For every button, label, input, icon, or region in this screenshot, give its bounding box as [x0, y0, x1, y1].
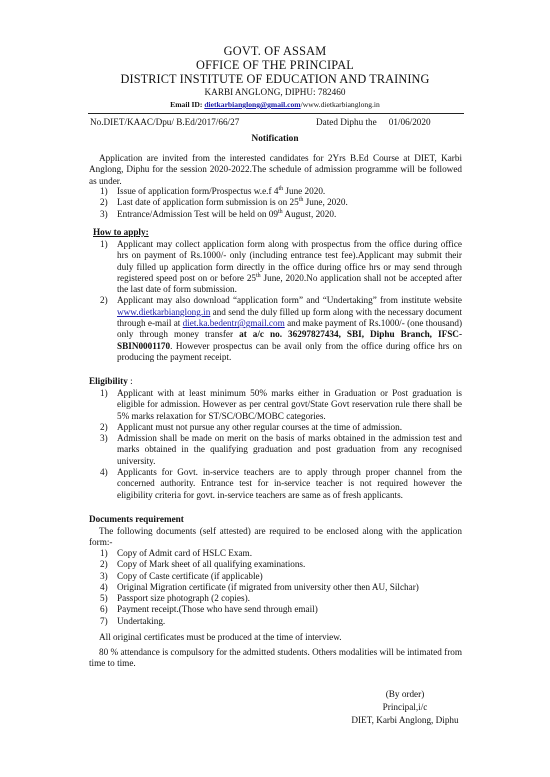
dated-label: Dated Diphu the	[316, 117, 377, 127]
list-item: 1) Applicant may collect application form along with prospectus from the office during office hrs on payment of Rs.1000/- only (including entrance test fee).Applicant may submit their duly filled up application form directly in the office during office hrs or may send through registered speed post on or before 25th June, 2020.No application shall not be accepted after the last date of form submission.	[100, 239, 463, 295]
eligibility-heading: Eligibility :	[89, 376, 133, 386]
header-institute: DISTRICT INSTITUTE OF EDUCATION AND TRAINING	[120, 72, 430, 86]
reference-date	[316, 117, 431, 127]
documents-note: All original certificates must be produced at the time of interview.	[99, 632, 342, 642]
signature-office: DIET, Karbi Anglong, Diphu	[351, 715, 459, 725]
list-item: 1) Issue of application form/Prospectus w.e.f 4th June 2020.	[100, 185, 326, 196]
signature-by-order: (By order)	[385, 689, 425, 699]
list-item: 2) Copy of Mark sheet of all qualifying examinations.	[100, 559, 306, 570]
how-to-apply-heading: How to apply:	[93, 227, 149, 237]
header-govt: GOVT. OF ASSAM	[223, 44, 327, 58]
email-link[interactable]: dietkarbianglong@gmail.com	[204, 100, 301, 109]
list-item: 3) Copy of Caste certificate (if applicable)	[100, 570, 263, 581]
signature-designation: Principal,i/c	[382, 702, 428, 712]
list-item: 4) Applicants for Govt. in-service teachers are to apply through proper channel from the concerned authority. Entrance test for in-service teacher is not required however the eligibility criteria for govt. in-service teachers are same as of fresh applicants.	[100, 467, 462, 500]
list-item: 2) Last date of application form submission is on 25th June, 2020.	[100, 197, 348, 208]
list-item: 6) Payment receipt.(Those who have send through email)	[100, 604, 318, 615]
date-value: 01/06/2020	[388, 117, 431, 127]
website-link[interactable]: www.dietkarbianglong.in	[117, 306, 211, 317]
header-contact	[0, 101, 550, 109]
documents-heading: Documents requirement	[89, 514, 184, 524]
bank-details: at a/c no. 36297827434, SBI, Diphu Branch, IFSC- SBIN0001170	[117, 329, 463, 351]
header-divider	[88, 113, 464, 114]
list-item: 1) Applicant with at least minimum 50% marks either in Graduation or Post graduation is eligible for admission. However as per central govt/State Govt reservation rule there shall be 5% marks relaxation for ST/SC/OBC/MOBC categories.	[100, 388, 462, 421]
email-label: Email ID:	[170, 100, 205, 109]
notification-title: Notification	[251, 134, 299, 144]
list-item: 3) Admission shall be made on merit on the basis of marks obtained in the admission test and marks obtained in the qualifying graduation and post graduation from any recognised university.	[100, 433, 462, 466]
reference-number: No.DIET/KAAC/Dpu/ B.Ed/2017/66/27	[90, 117, 240, 127]
list-item: 5) Passport size photograph (2 copies).	[100, 593, 250, 604]
header-office: OFFICE OF THE PRINCIPAL	[195, 58, 354, 72]
how-to-apply-list	[100, 239, 462, 363]
list-item: 7) Undertaking.	[100, 615, 166, 626]
website-text: /www.dietkarbianglong.in	[300, 100, 380, 109]
list-item: 2) Applicant must not pursue any other regular courses at the time of admission.	[100, 421, 403, 432]
intro-paragraph: Application are invited from the interested candidates for 2Yrs B.Ed Course at DIET, Karbi Anglong, Diphu for the session 2020-2022.The schedule of admission programme will be followed as under.	[89, 153, 462, 186]
list-item: 2) Applicant may also download “application form” and “Undertaking” from institute website www.dietkarbianglong.in and send the duly filled up form along with the necessary document through e-mail at diet.ka.bedentr@gmail.com and make payment of Rs.1000/- (one thousand) only through money transfer at a/c no. 36297827434, SBI, Diphu Branch, IFSC- SBIN0001170. However prospectus can be avail only from the office during office hrs on producing the payment receipt.	[100, 295, 463, 362]
eligibility-list	[100, 388, 462, 501]
documents-list	[100, 548, 462, 627]
documents-intro: The following documents (self attested) are required to be enclosed along with the application form:-	[89, 526, 462, 548]
list-item: 3) Entrance/Admission Test will be held on 09th August, 2020.	[100, 208, 337, 219]
schedule-list	[100, 186, 462, 220]
header-address: KARBI ANGLONG, DIPHU: 782460	[204, 87, 346, 97]
list-item: 1) Copy of Admit card of HSLC Exam.	[100, 548, 252, 558]
list-item: 4) Original Migration certificate (if migrated from university other then AU, Silchar)	[100, 581, 419, 592]
admission-email-link[interactable]: diet.ka.bedentr@gmail.com	[182, 318, 285, 329]
attendance-paragraph: 80 % attendance is compulsory for the admitted students. Others modalities will be intimated from time to time.	[89, 647, 462, 669]
